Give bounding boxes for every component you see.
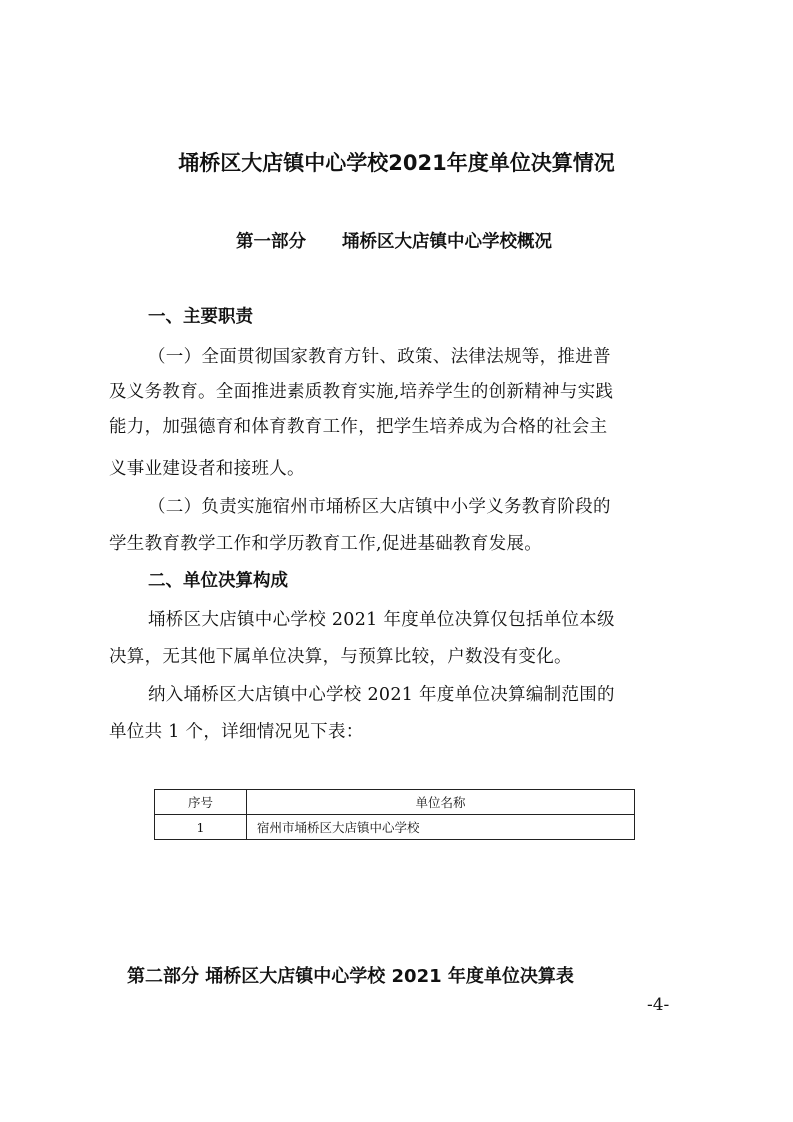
- section1-heading: 一、主要职责: [148, 307, 253, 327]
- page-number: -4-: [647, 995, 670, 1015]
- cell-serial: 1: [155, 815, 247, 840]
- s1-p1-line2: 及义务教育。全面推进素质教育实施,培养学生的创新精神与实践: [109, 382, 614, 402]
- s1-p1-line1: （一）全面贯彻国家教育方针、政策、法律法规等，推进普: [148, 347, 611, 367]
- part1-heading: [236, 228, 552, 253]
- s2-p1-line1: 埇桥区大店镇中心学校 2021 年度单位决算仅包括单位本级: [148, 610, 615, 630]
- document-title: 埇桥区大店镇中心学校2021年度单位决算情况: [178, 151, 615, 175]
- cell-unit-name: 宿州市埇桥区大店镇中心学校: [247, 815, 635, 840]
- s1-p2-line2: 学生教育教学工作和学历教育工作,促进基础教育发展。: [109, 534, 543, 554]
- s1-p1-line4: 义事业建设者和接班人。: [109, 459, 305, 479]
- header-serial: 序号: [155, 790, 247, 815]
- section2-heading: 二、单位决算构成: [148, 571, 288, 591]
- part1-label: 第一部分: [236, 232, 306, 252]
- s1-p2-line1: （二）负责实施宿州市埇桥区大店镇中小学义务教育阶段的: [148, 497, 611, 517]
- s1-p1-line3: 能力，加强德育和体育教育工作，把学生培养成为合格的社会主: [109, 417, 608, 437]
- s2-p2-line2: 单位共 1 个，详细情况见下表：: [109, 722, 364, 742]
- table-row: [155, 815, 635, 840]
- table-header-row: [155, 790, 635, 815]
- part1-title: 埇桥区大店镇中心学校概况: [342, 232, 552, 252]
- units-table: [154, 789, 635, 840]
- s2-p2-line1: 纳入埇桥区大店镇中心学校 2021 年度单位决算编制范围的: [148, 685, 615, 705]
- s2-p1-line2: 决算，无其他下属单位决算，与预算比较，户数没有变化。: [109, 647, 572, 667]
- header-unit-name: 单位名称: [247, 790, 635, 815]
- part2-heading: 第二部分 埇桥区大店镇中心学校 2021 年度单位决算表: [127, 966, 574, 987]
